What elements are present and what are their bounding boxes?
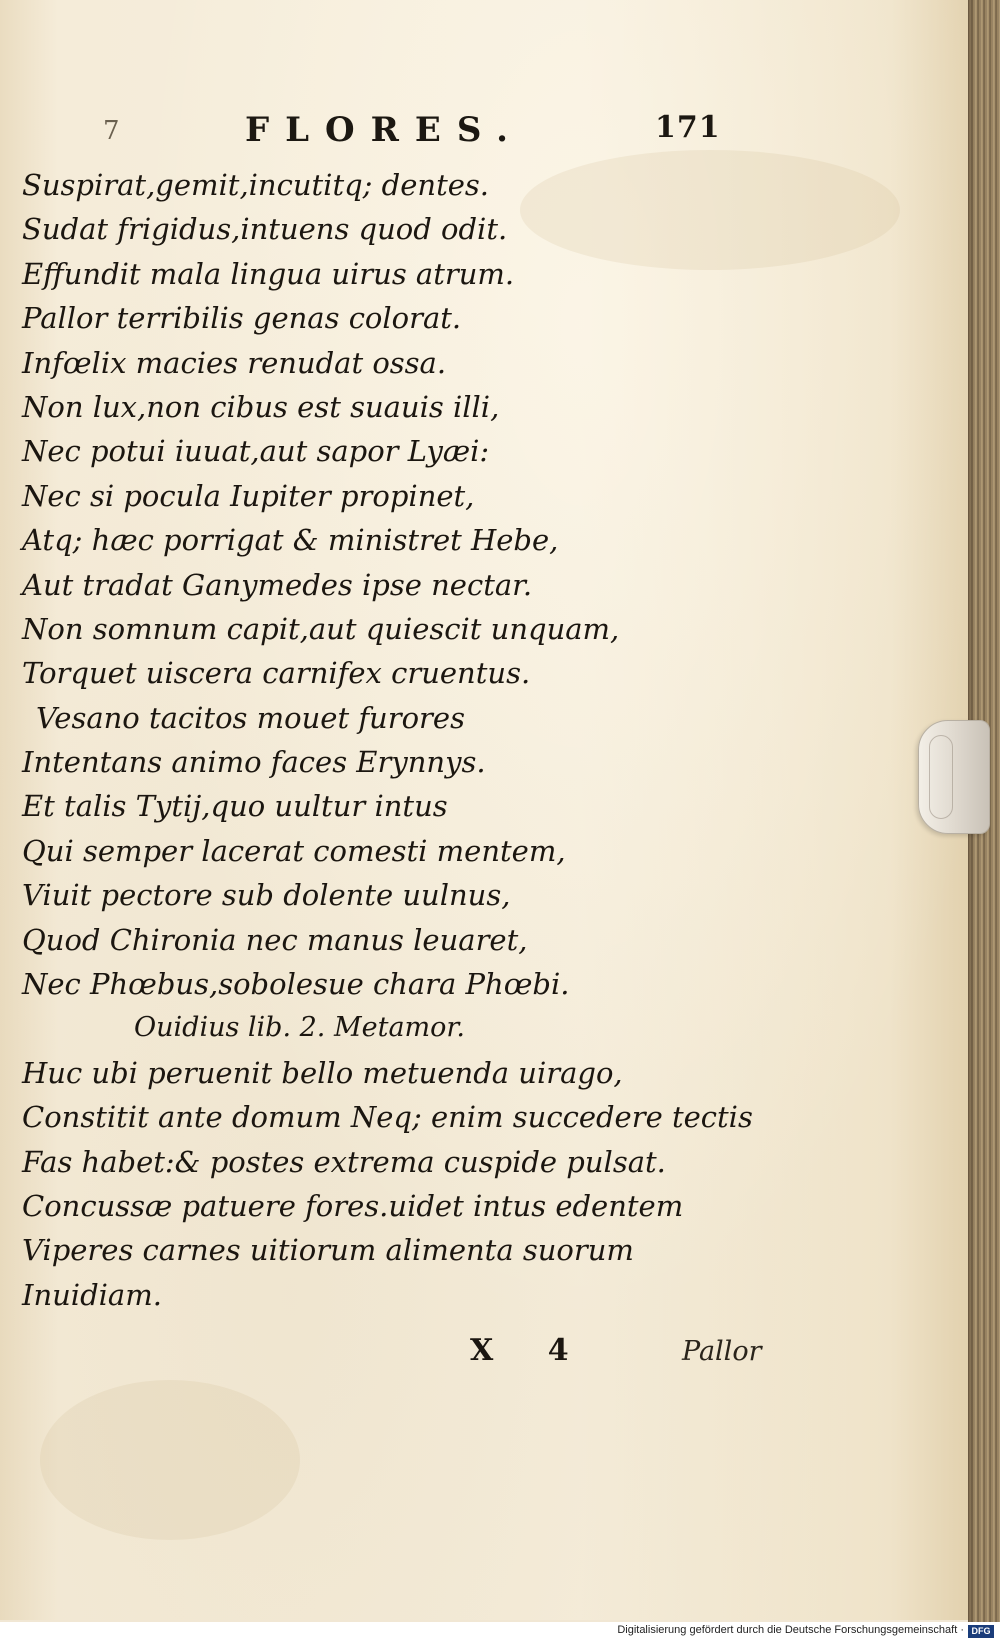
verse-line: Infœlix macies renudat ossa. [22, 345, 447, 380]
footer-credit: Digitalisierung gefördert durch die Deutsche Forschungsgemeinschaft · [617, 1624, 964, 1636]
signature-mark: X 4 [470, 1333, 591, 1368]
running-head-title: FLORES. [245, 110, 525, 150]
verse-line: Non lux,non cibus est suauis illi, [22, 389, 500, 424]
verse-line: Intentans animo faces Erynnys. [22, 745, 486, 780]
verse-block [22, 163, 802, 1317]
digitization-footer [0, 1622, 1000, 1641]
verse-line: Torquet uiscera carnifex cruentus. [22, 656, 531, 691]
verse-line: Sudat frigidus,intuens quod odit. [22, 212, 508, 247]
verse-line: Concussæ patuere fores.uidet intus edentem [22, 1188, 684, 1223]
verse-line: Nec Phœbus,sobolesue chara Phœbi. [22, 967, 570, 1002]
verse-line: Atq; hæc porrigat & ministret Hebe, [22, 523, 559, 558]
folio-number: 171 [655, 110, 721, 145]
source-heading: Ouidius lib. 2. Metamor. [134, 1012, 465, 1044]
verse-line: Inuidiam. [22, 1277, 162, 1312]
verse-line: Nec potui iuuat,aut sapor Lyæi: [22, 434, 490, 469]
verse-line: Constitit ante domum Neq; enim succedere tectis [22, 1100, 753, 1135]
verse-line: Quod Chironia nec manus leuaret, [22, 922, 528, 957]
paper-stain [40, 1380, 300, 1540]
verse-line: Huc ubi peruenit bello metuenda uirago, [22, 1055, 623, 1090]
verse-line: Pallor terribilis genas colorat. [22, 301, 462, 336]
verse-line: Suspirat,gemit,incutitq; dentes. [22, 168, 489, 202]
verse-line: Et talis Tytij,quo uultur intus [22, 789, 448, 824]
verse-line: Qui semper lacerat comesti mentem, [22, 833, 566, 868]
verse-line: Viperes carnes uitiorum alimenta suorum [22, 1233, 634, 1268]
verse-line: Nec si pocula Iupiter propinet, [22, 478, 475, 513]
verse-line: Non somnum capit,aut quiescit unquam, [22, 611, 620, 646]
verse-line: Fas habet:& postes extrema cuspide pulsat. [22, 1144, 666, 1179]
running-head-mark: 7 [103, 116, 120, 146]
catchword: Pallor [682, 1336, 762, 1367]
running-head [0, 110, 968, 158]
dfg-logo-icon: DFG [968, 1625, 994, 1638]
verse-line: Aut tradat Ganymedes ipse nectar. [22, 567, 533, 602]
book-clip [918, 720, 990, 834]
verse-line: Vesano tacitos mouet furores [36, 700, 465, 735]
verse-line: Viuit pectore sub dolente uulnus, [22, 878, 511, 913]
verse-line: Effundit mala lingua uirus atrum. [22, 256, 515, 291]
